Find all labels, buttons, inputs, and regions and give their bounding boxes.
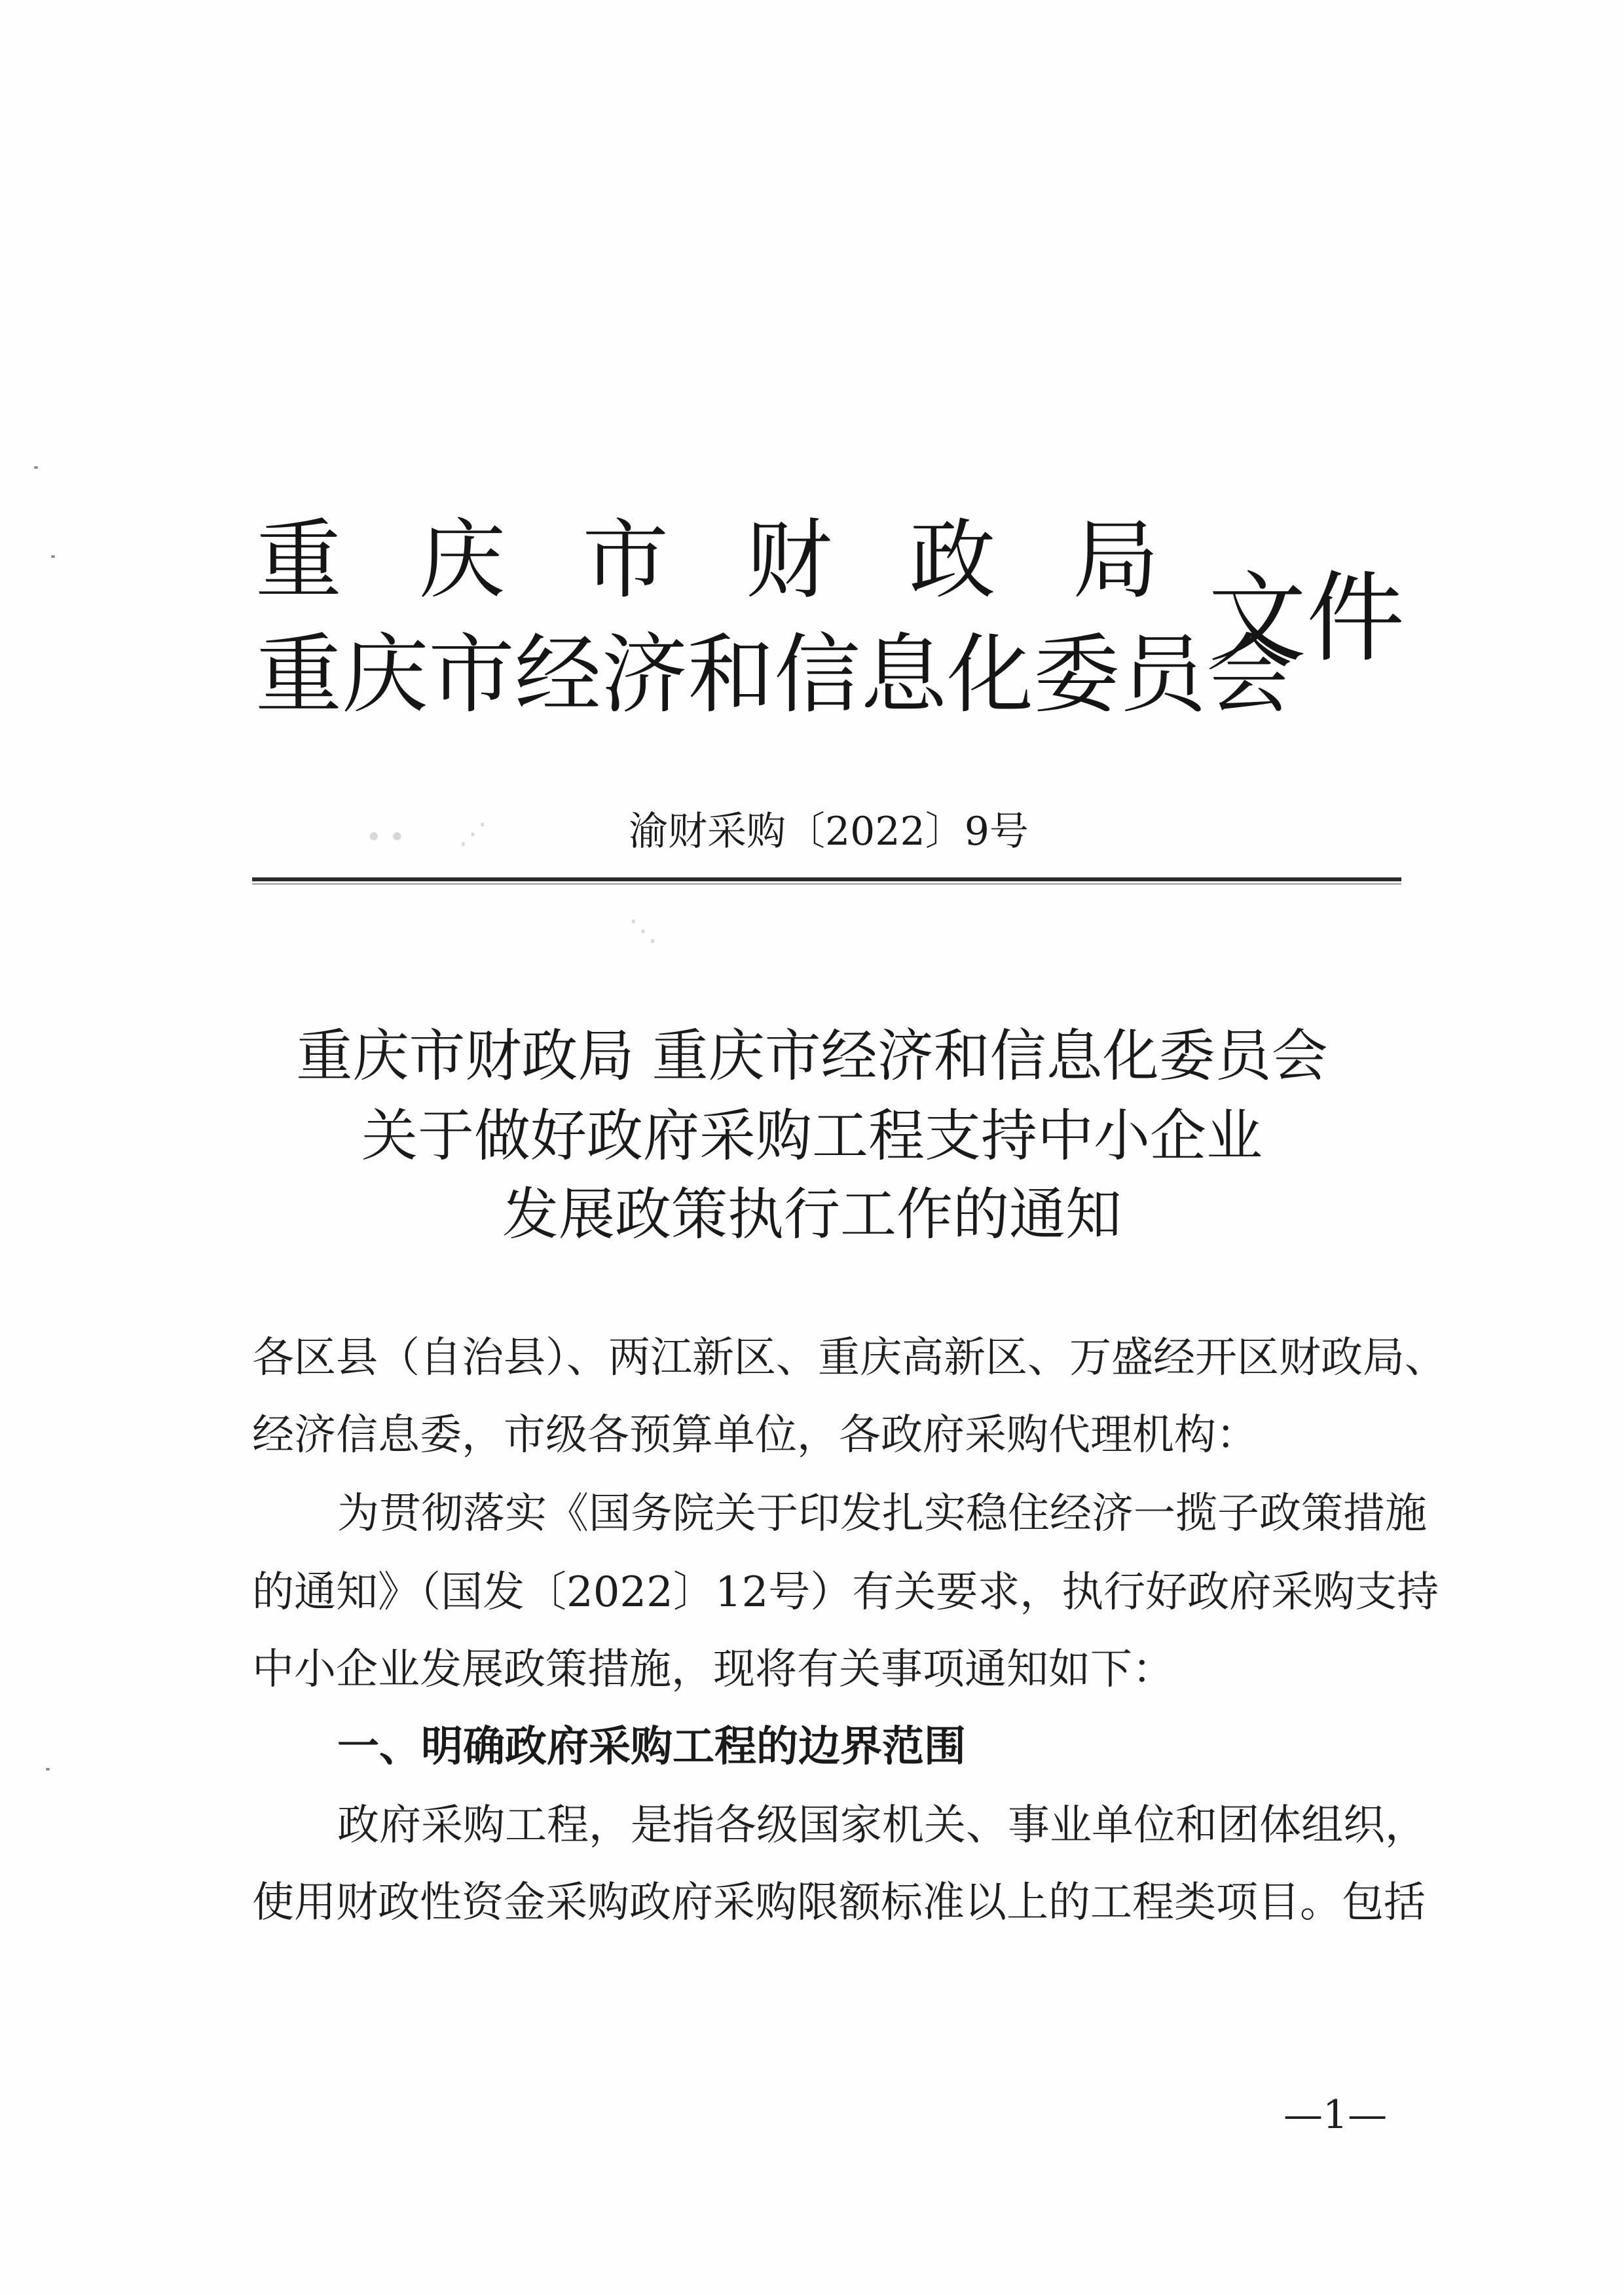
notice-title-line-3: 发展政策执行工作的通知	[502, 1182, 1122, 1247]
section-heading: 一、明确政府采购工程的边界范围	[337, 1723, 966, 1771]
seal-residue-mark: ∙ ∙	[367, 819, 405, 853]
paragraph-line: 中小企业发展政策措施，现将有关事项通知如下：	[252, 1645, 1174, 1694]
issuer-char: 市	[582, 510, 669, 611]
issuer-line-finance-bureau	[255, 510, 1159, 611]
header-divider-rule	[252, 877, 1401, 881]
document-type-label: 文件	[1208, 562, 1405, 676]
paragraph-line: 的通知》（国发〔2022〕12号）有关要求，执行好政府采购支持	[252, 1568, 1439, 1617]
paragraph-line: 使用财政性资金采购政府采购限额标准以上的工程类项目。包括	[252, 1879, 1426, 1927]
paragraph-line: 为贯彻落实《国务院关于印发扎实稳住经济一揽子政策措施	[337, 1490, 1427, 1538]
notice-title-line-1: 重庆市财政局 重庆市经济和信息化委员会	[296, 1023, 1328, 1089]
issuer-char: 政	[909, 510, 996, 611]
notice-title-line-2: 关于做好政府采购工程支持中小企业	[361, 1103, 1263, 1169]
seal-residue-mark: ⋰	[458, 817, 487, 851]
addressee-line: 经济信息委，市级各预算单位，各政府采购代理机构：	[252, 1411, 1258, 1460]
issuer-char: 庆	[418, 510, 506, 611]
issuer-char: 局	[1072, 510, 1159, 611]
page-number: —1—	[1283, 2092, 1388, 2138]
document-number: 渝财采购〔2022〕9号	[629, 809, 1029, 854]
scan-speck	[34, 466, 38, 469]
issuer-char: 重	[255, 510, 342, 611]
scan-speck	[51, 555, 55, 558]
paragraph-line: 政府采购工程，是指各级国家机关、事业单位和团体组织，	[337, 1801, 1427, 1850]
addressee-line: 各区县（自治县）、两江新区、重庆高新区、万盛经开区财政局、	[252, 1334, 1447, 1382]
seal-residue-mark: ⋱	[629, 914, 657, 947]
issuer-char: 财	[745, 510, 832, 611]
scan-speck	[46, 1768, 50, 1771]
issuer-line-economy-commission: 重庆市经济和信息化委员会	[255, 625, 1293, 725]
